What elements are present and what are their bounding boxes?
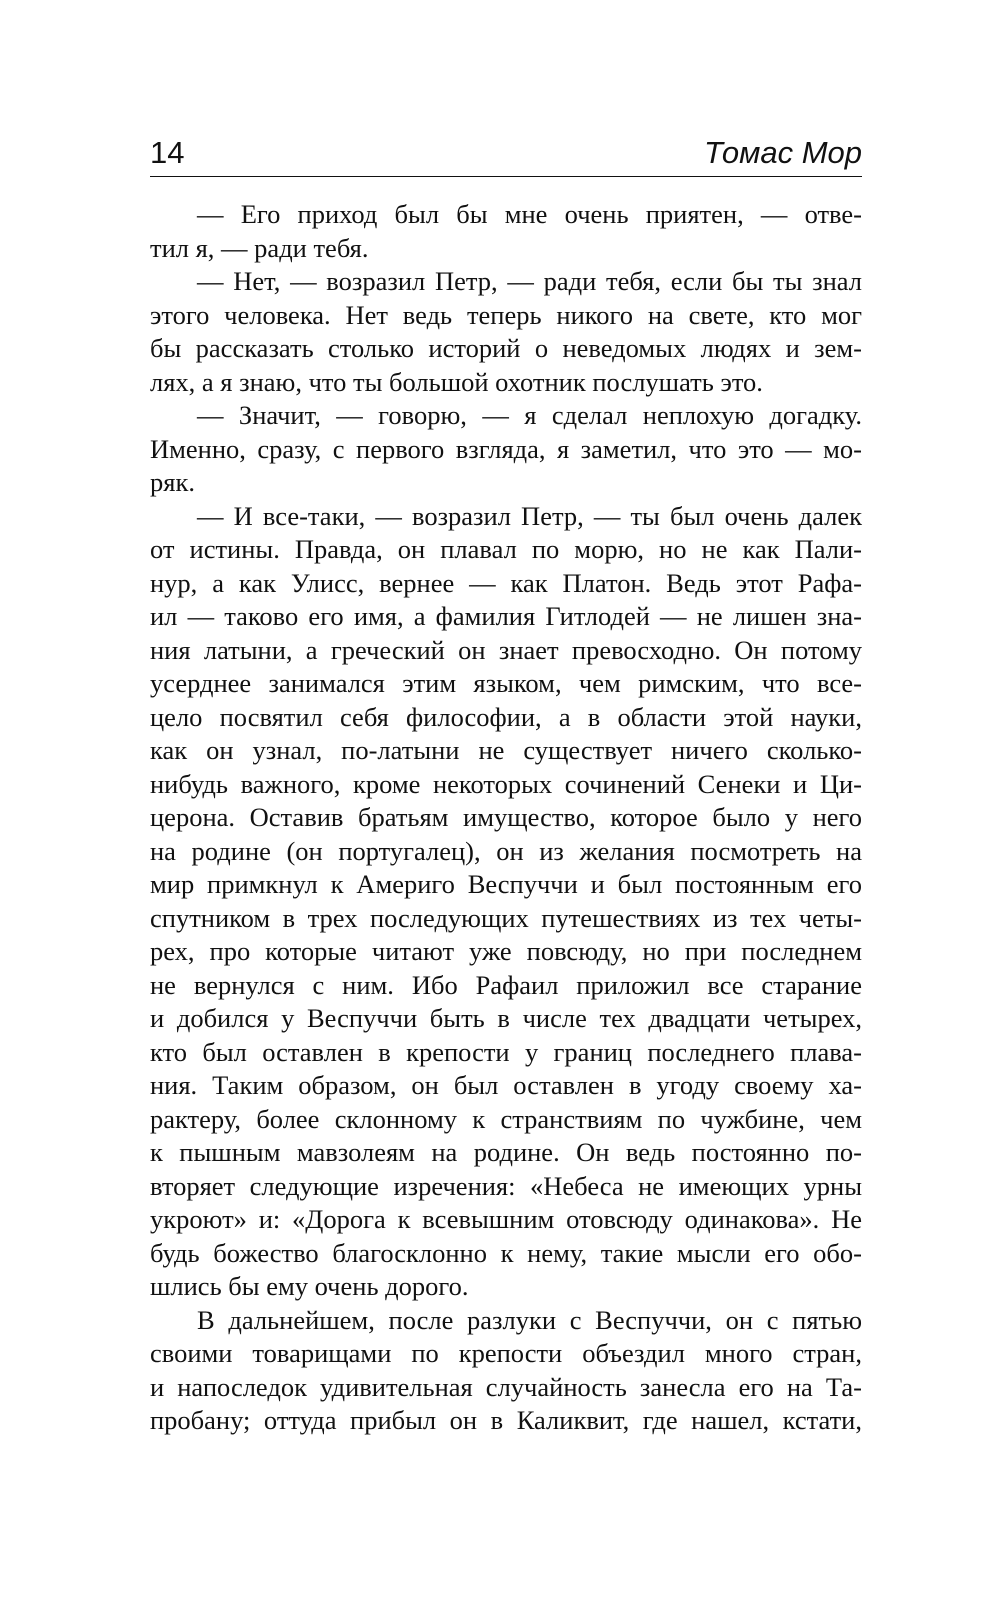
text-line: своими товарищами по крепости объездил много стран, (150, 1338, 862, 1368)
text-line: рактеру, более склонному к странствиям по чужбине, чем (150, 1103, 862, 1134)
text-line: мир примкнул к Америго Веспуччи и был постоянным его (150, 869, 862, 899)
text-line: укроют» и: «Дорога к всевышним отовсюду одинакова». Не (150, 1204, 862, 1234)
text-line: спутником в трех последующих путешествиях из тех четы- (150, 902, 862, 933)
text-line: этого человека. Нет ведь теперь никого на свете, кто мог (150, 299, 862, 330)
text-line: кто был оставлен в крепости у границ последнего плава- (150, 1036, 862, 1067)
text-line: нур, а как Улисс, вернее — как Платон. Ведь этот Рафа- (150, 567, 862, 598)
text-line: от истины. Правда, он плавал по морю, но не как Пали- (150, 534, 862, 564)
text-line: шлись бы ему очень дорого. (150, 1271, 469, 1301)
text-line: — И все-таки, — возразил Петр, — ты был очень далек (197, 500, 862, 531)
text-line: — Его приход был бы мне очень приятен, — отве- (197, 199, 862, 229)
text-line: как он узнал, по-латыни не существует ничего сколько- (150, 735, 862, 765)
text-line: к пышным мавзолеям на родине. Он ведь постоянно по- (150, 1137, 862, 1167)
text-line: церона. Оставив братьям имущество, которое было у него (150, 802, 862, 832)
text-line: тил я, — ради тебя. (150, 232, 369, 263)
text-line: нибудь важного, кроме некоторых сочинений Сенеки и Ци- (150, 768, 862, 799)
text-line: ния латыни, а греческий он знает превосходно. Он потому (150, 634, 862, 665)
text-line: ряк. (150, 467, 195, 497)
running-title: Томас Мор (703, 135, 862, 170)
text-line: не вернулся с ним. Ибо Рафаил приложил все старание (150, 969, 862, 1000)
text-line: вторяет следующие изречения: «Небеса не имеющих урны (150, 1170, 862, 1201)
text-line: рех, про которые читают уже повсюду, но при последнем (150, 936, 862, 966)
text-line: на родине (он португалец), он из желания посмотреть на (150, 835, 862, 866)
text-line: и напоследок удивительная случайность занесла его на Та- (150, 1371, 862, 1402)
text-line: ил — таково его имя, а фамилия Гитлодей — не лишен зна- (150, 601, 862, 631)
text-line: пробану; оттуда прибыл он в Каликвит, где нашел, кстати, (150, 1405, 862, 1435)
page-header (150, 132, 862, 177)
text-line: усерднее занимался этим языком, чем римским, что все- (150, 668, 862, 698)
body-text (150, 198, 862, 1438)
text-line: В дальнейшем, после разлуки с Веспуччи, он с пятью (197, 1304, 862, 1335)
text-line: цело посвятил себя философии, а в области этой науки, (150, 701, 862, 732)
text-line: — Нет, — возразил Петр, — ради тебя, если бы ты знал (197, 266, 862, 296)
text-line: Именно, сразу, с первого взгляда, я заметил, что это — мо- (150, 433, 862, 464)
text-line: бы рассказать столько историй о неведомых людях и зем- (150, 333, 862, 363)
text-line: лях, а я знаю, что ты большой охотник послушать это. (150, 366, 763, 397)
page-number: 14 (150, 135, 185, 170)
text-line: ния. Таким образом, он был оставлен в угоду своему ха- (150, 1070, 862, 1100)
text-line: будь божество благосклонно к нему, такие мысли его обо- (150, 1237, 862, 1268)
text-line: и добился у Веспуччи быть в числе тех двадцати четырех, (150, 1003, 862, 1033)
text-line: — Значит, — говорю, — я сделал неплохую догадку. (197, 400, 862, 430)
